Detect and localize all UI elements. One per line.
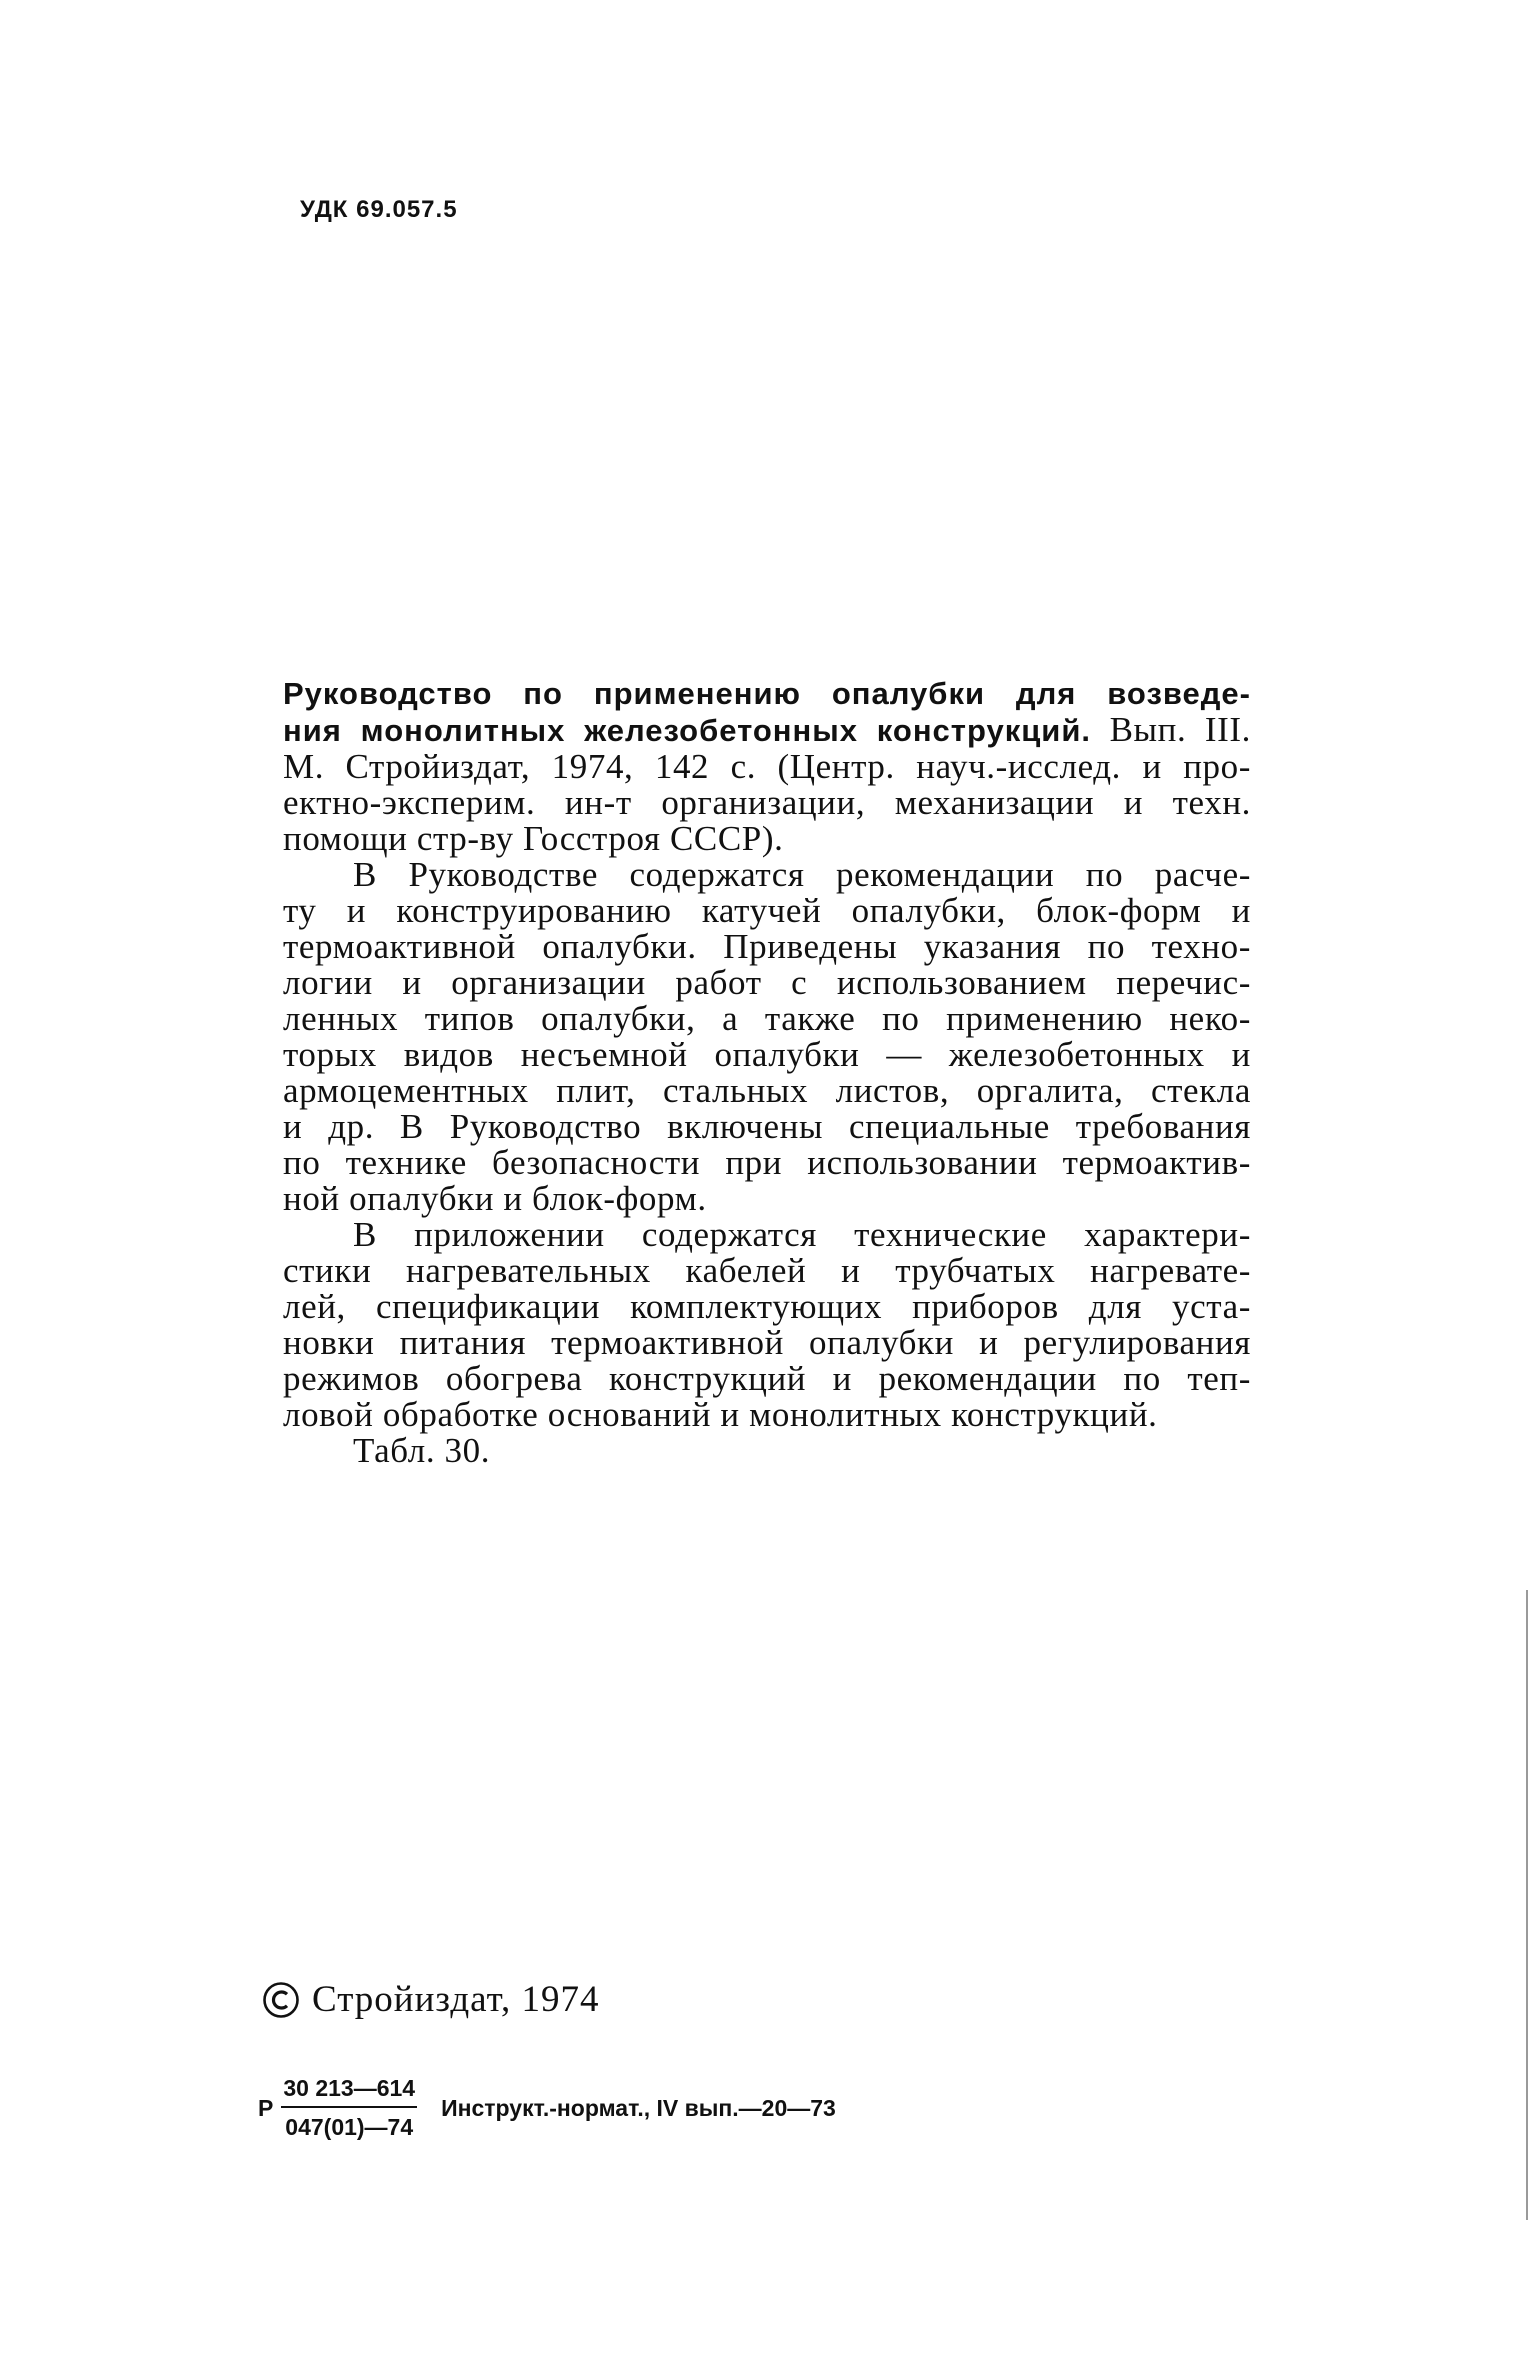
annotation-line: М. Стройиздат, 1974, 142 с. (Центр. науч.-исслед. и про- — [283, 747, 1251, 786]
annotation-line: режимов обогрева конструкций и рекомендации по теп- — [283, 1359, 1251, 1398]
book-title-part: Руководство по применению опалубки для возведе- — [283, 676, 1251, 711]
annotation — [283, 675, 1251, 1469]
catalog-prefix: Р — [258, 2094, 274, 2121]
annotation-line: ектно-эксперим. ин-т организации, механизации и техн. — [283, 783, 1251, 822]
issue-number: Вып. III. — [1091, 710, 1251, 749]
copyright-text: Стройиздат, 1974 — [312, 1979, 600, 2020]
catalog-index — [258, 2075, 836, 2141]
book-title-part: ния монолитных железобетонных конструкций. — [283, 713, 1092, 748]
catalog-fraction — [281, 2075, 417, 2141]
annotation-line: и др. В Руководство включены специальные требования — [283, 1107, 1251, 1146]
annotation-line: новки питания термоактивной опалубки и регулирования — [283, 1323, 1251, 1362]
annotation-line: армоцементных плит, стальных листов, оргалита, стекла — [283, 1071, 1251, 1110]
annotation-line: В Руководстве содержатся рекомендации по расче- — [353, 855, 1251, 894]
annotation-line: лей, спецификации комплектующих приборов для уста- — [283, 1287, 1251, 1326]
annotation-line: термоактивной опалубки. Приведены указания по техно- — [283, 927, 1251, 966]
annotation-line: В приложении содержатся технические характери- — [353, 1215, 1251, 1254]
copyright-notice — [262, 1978, 600, 2021]
annotation-line: ловой обработке оснований и монолитных конструкций. — [283, 1395, 1158, 1434]
annotation-line: по технике безопасности при использовании термоактив- — [283, 1143, 1251, 1182]
scan-edge-line — [1526, 1590, 1528, 2220]
annotation-line: ленных типов опалубки, а также по применению неко- — [283, 999, 1251, 1038]
catalog-denominator: 047(01)—74 — [285, 2114, 414, 2140]
annotation-line: стики нагревательных кабелей и трубчатых нагревате- — [283, 1251, 1251, 1290]
catalog-text: Инструкт.-нормат., IV вып.—20—73 — [441, 2094, 836, 2121]
copyright-icon — [262, 1981, 300, 2019]
annotation-line — [283, 675, 1251, 712]
annotation-line — [283, 712, 1251, 749]
annotation-line: торых видов несъемной опалубки — железобетонных и — [283, 1035, 1251, 1074]
annotation-line: ту и конструированию катучей опалубки, блок-форм и — [283, 891, 1251, 930]
udc-code: УДК 69.057.5 — [300, 196, 458, 223]
annotation-line: логии и организации работ с использованием перечис- — [283, 963, 1251, 1002]
table-count: Табл. 30. — [353, 1431, 491, 1470]
annotation-line: ной опалубки и блок-форм. — [283, 1179, 707, 1218]
annotation-line: помощи стр-ву Госстроя СССР). — [283, 819, 784, 858]
catalog-numerator: 30 213—614 — [281, 2075, 417, 2108]
